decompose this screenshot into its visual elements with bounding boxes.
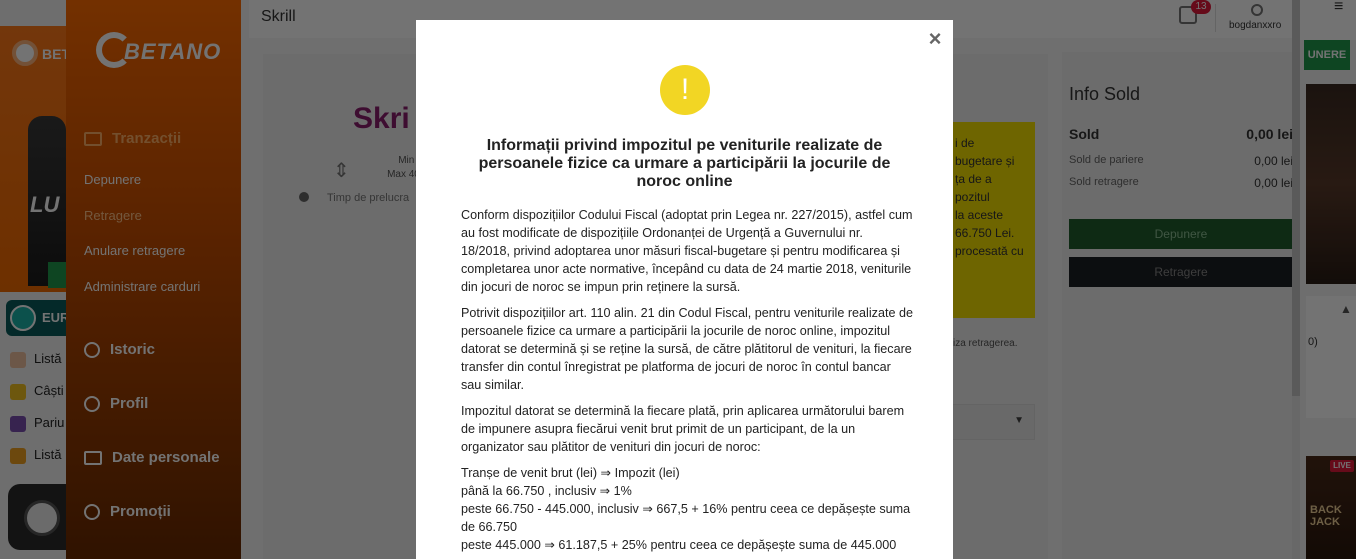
tax-info-modal [416, 20, 953, 559]
modal-body [461, 206, 913, 554]
modal-paragraph: Impozitul datorat se determină la fiecare plată, prin aplicarea următorului barem de impunere asupra fiecărui venit brut primit de un participant, de la un organizator sau plătitor de venituri din jocuri de noroc: [461, 404, 905, 454]
close-icon[interactable]: × [928, 26, 942, 51]
modal-paragraph: Potrivit dispozițiilor art. 110 alin. 21 din Codul Fiscal, pentru veniturile realizate de persoanele fizice ca urmare a participării la jocurile de noroc online, impozitul datorat se determină și se reține la sursă, de către plătitorul de venituri, la fiecare transfer din contul înregistrat pe platforma de jocuri de noroc în contul bancar sau similar. [461, 306, 913, 392]
modal-paragraph: Conform dispozițiilor Codului Fiscal (adoptat prin Legea nr. 227/2015), astfel cum au fost modificate de dispozițiile Ordonanței de Urgență a Guvernului nr. 18/2018, privind adoptarea unor măsuri fiscal-bugetare și pentru modificarea și completarea unor acte normative, începând cu data de 24 martie 2018, veniturile din jocuri de noroc se impun prin reținere la sursă. [461, 208, 913, 294]
modal-title: Informații privind impozitul pe veniturile realizate de persoanele fizice ca urmare a participării la jocurile de noroc online [478, 137, 891, 190]
tax-brackets: Tranșe de venit brut (lei) ⇒ Impozit (lei) până la 66.750 , inclusiv ⇒ 1% peste 66.750 - 445.000, inclusiv ⇒ 667,5 + 16% pentru ceea ce depășește suma de 66.750 peste 445.000 ⇒ 61.187,5 + 25% pentru ceea ce depășește suma de 445.000 [461, 466, 911, 552]
warning-icon: ! [660, 65, 710, 115]
